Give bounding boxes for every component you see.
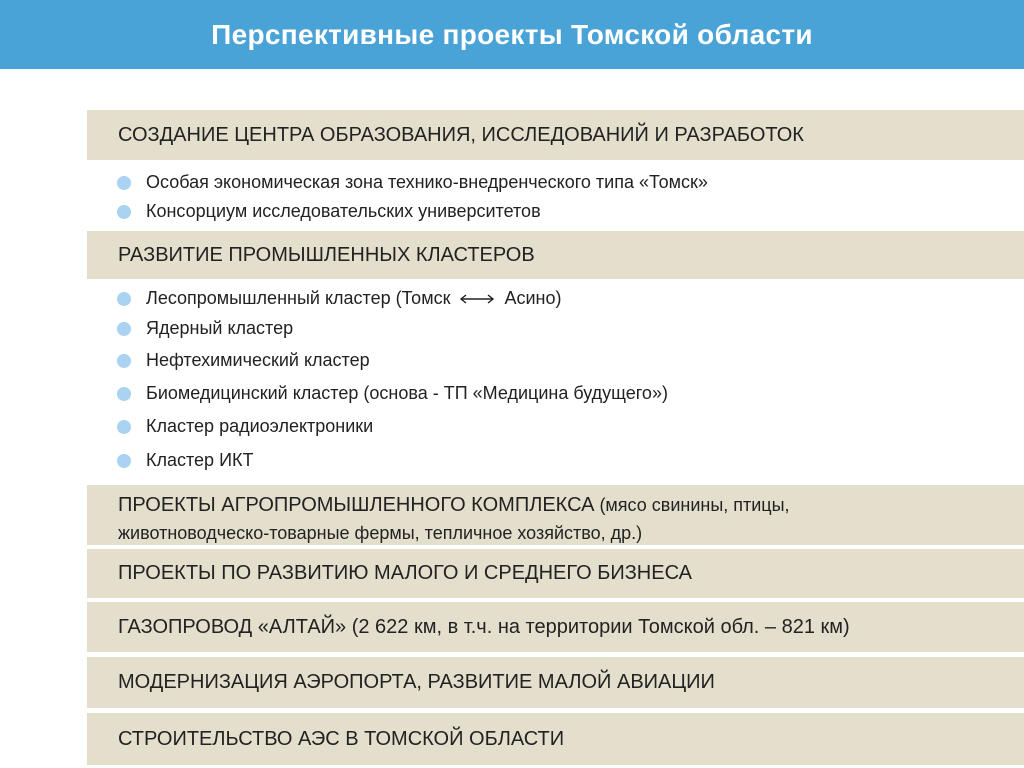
bullet-icon — [117, 387, 131, 401]
section-industrial-clusters — [87, 231, 1024, 279]
section-education-center — [87, 110, 1024, 160]
list-item-text: Ядерный кластер — [146, 318, 294, 338]
list-item-text: Лесопромышленный кластер (Томск — [146, 288, 451, 308]
section-note: животноводческо-товарные фермы, тепличное хозяйство, др.) — [118, 523, 643, 543]
bullet-icon — [117, 354, 131, 368]
list-item-text: Биомедицинский кластер (основа - ТП «Медицина будущего») — [146, 383, 668, 403]
section-heading: ПРОЕКТЫ АГРОПРОМЫШЛЕННОГО КОМПЛЕКСА — [118, 494, 595, 516]
list-item-text: Нефтехимический кластер — [146, 350, 370, 370]
list-item-text: Кластер радиоэлектроники — [146, 416, 374, 436]
section-note: (мясо свинины, птицы, — [594, 495, 790, 515]
list-item — [117, 201, 541, 222]
slide-title: Перспективные проекты Томской области — [211, 18, 813, 50]
list-item — [117, 172, 708, 193]
list-item — [117, 450, 253, 471]
list-item — [117, 318, 293, 339]
section-heading: РАЗВИТИЕ ПРОМЫШЛЕННЫХ КЛАСТЕРОВ — [118, 243, 535, 266]
bullet-icon — [117, 322, 131, 336]
bullet-icon — [117, 176, 131, 190]
list-item — [117, 350, 370, 371]
section-heading: СОЗДАНИЕ ЦЕНТРА ОБРАЗОВАНИЯ, ИССЛЕДОВАНИЙ И РАЗРАБОТОК — [118, 123, 804, 146]
section-airport — [87, 657, 1024, 708]
section-heading: ГАЗОПРОВОД «АЛТАЙ» (2 622 км, в т.ч. на территории Томской обл. – 821 км) — [118, 615, 850, 638]
double-arrow-icon — [458, 293, 496, 305]
title-bar — [0, 0, 1024, 69]
bullet-icon — [117, 292, 131, 306]
bullet-icon — [117, 205, 131, 219]
section-heading: ПРОЕКТЫ ПО РАЗВИТИЮ МАЛОГО И СРЕДНЕГО БИЗНЕСА — [118, 562, 692, 584]
list-item-text: Консорциум исследовательских университетов — [146, 201, 541, 221]
section-agro-projects — [87, 485, 1024, 545]
bullet-icon — [117, 454, 131, 468]
section-gas-pipeline — [87, 602, 1024, 652]
list-item-text: Особая экономическая зона технико-внедренческого типа «Томск» — [146, 172, 708, 192]
list-item — [117, 416, 373, 437]
bullet-icon — [117, 420, 131, 434]
section-nuclear-plant — [87, 713, 1024, 765]
section-small-business — [87, 549, 1024, 598]
list-item-text: Кластер ИКТ — [146, 450, 254, 470]
list-item — [117, 383, 668, 404]
section-heading: МОДЕРНИЗАЦИЯ АЭРОПОРТА, РАЗВИТИЕ МАЛОЙ АВИАЦИИ — [118, 671, 715, 693]
section-heading: СТРОИТЕЛЬСТВО АЭС В ТОМСКОЙ ОБЛАСТИ — [118, 727, 565, 750]
list-item — [117, 288, 561, 309]
list-item-text: Асино) — [504, 288, 562, 308]
